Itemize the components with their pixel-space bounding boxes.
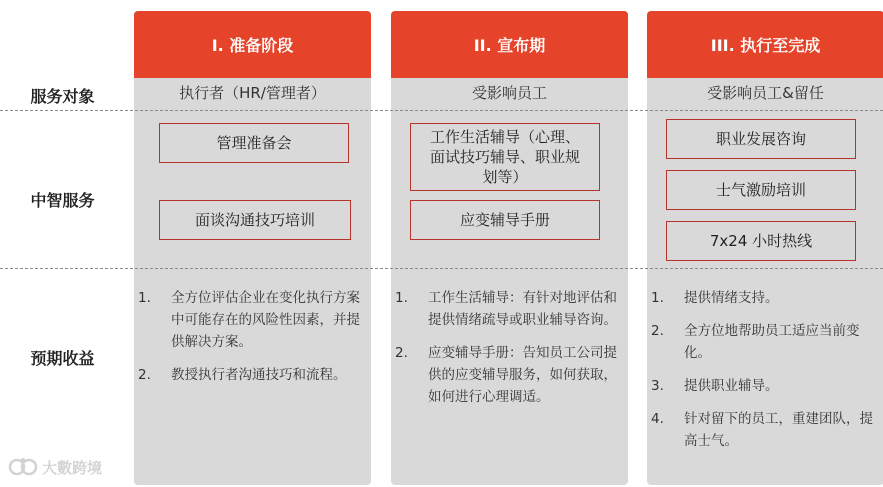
watermark-logo-icon (8, 456, 38, 478)
benefit-text: 提供职业辅导。 (684, 378, 779, 394)
row-label-services: 中智服务 (30, 191, 95, 210)
benefit-text: 提供情绪支持。 (684, 290, 779, 306)
benefit-item (651, 408, 879, 452)
benefit-list-3 (651, 287, 879, 463)
benefit-text: 全方位评估企业在变化执行方案中可能存在的风险性因素，并提供解决方案。 (171, 290, 360, 350)
benefit-item (651, 375, 879, 397)
benefit-item (138, 287, 364, 353)
benefit-list-2 (395, 287, 623, 419)
phase-column-2 (391, 11, 628, 485)
benefit-number: 3. (651, 378, 664, 394)
service-box: 管理准备会 (159, 123, 349, 163)
benefit-list-1 (138, 287, 364, 397)
row-label-audience: 服务对象 (30, 87, 95, 106)
phase-column-3 (647, 11, 883, 485)
benefit-item (395, 342, 623, 408)
benefit-item (138, 364, 364, 386)
phase-audience-1: 执行者（HR/管理者） (179, 84, 326, 102)
phase-column-1 (134, 11, 371, 485)
service-box: 7x24 小时热线 (666, 221, 856, 261)
service-box: 应变辅导手册 (410, 200, 600, 240)
benefit-number: 4. (651, 411, 664, 427)
service-box: 士气激励培训 (666, 170, 856, 210)
service-box: 面谈沟通技巧培训 (159, 200, 351, 240)
phase-header-1: I. 准备阶段 (134, 11, 371, 78)
benefit-item (651, 287, 879, 309)
row-divider (0, 268, 883, 269)
row-divider (0, 110, 883, 111)
benefit-number: 1. (138, 290, 151, 306)
service-box: 职业发展咨询 (666, 119, 856, 159)
watermark (8, 456, 102, 478)
benefit-text: 工作生活辅导：有针对地评估和提供情绪疏导或职业辅导咨询。 (428, 290, 617, 328)
row-label-benefits: 预期收益 (30, 349, 95, 368)
benefit-item (651, 320, 879, 364)
watermark-text: 大數跨境 (42, 458, 103, 477)
benefit-number: 1. (395, 290, 408, 306)
phase-header-2: II. 宣布期 (391, 11, 628, 78)
benefit-text: 应变辅导手册：告知员工公司提供的应变辅导服务，如何获取，如何进行心理调适。 (428, 345, 617, 405)
phase-audience-3: 受影响员工&留任 (707, 84, 824, 102)
benefit-number: 2. (395, 345, 408, 361)
benefit-number: 1. (651, 290, 664, 306)
benefit-text: 全方位地帮助员工适应当前变化。 (684, 323, 860, 361)
phase-audience-2: 受影响员工 (471, 84, 547, 102)
phase-header-3: III. 执行至完成 (647, 11, 883, 78)
benefit-item (395, 287, 623, 331)
benefit-number: 2. (138, 367, 151, 383)
benefit-text: 教授执行者沟通技巧和流程。 (171, 367, 347, 383)
benefit-text: 针对留下的员工，重建团队，提高士气。 (684, 411, 873, 449)
service-box: 工作生活辅导（心理、面试技巧辅导、职业规划等） (410, 123, 600, 191)
benefit-number: 2. (651, 323, 664, 339)
